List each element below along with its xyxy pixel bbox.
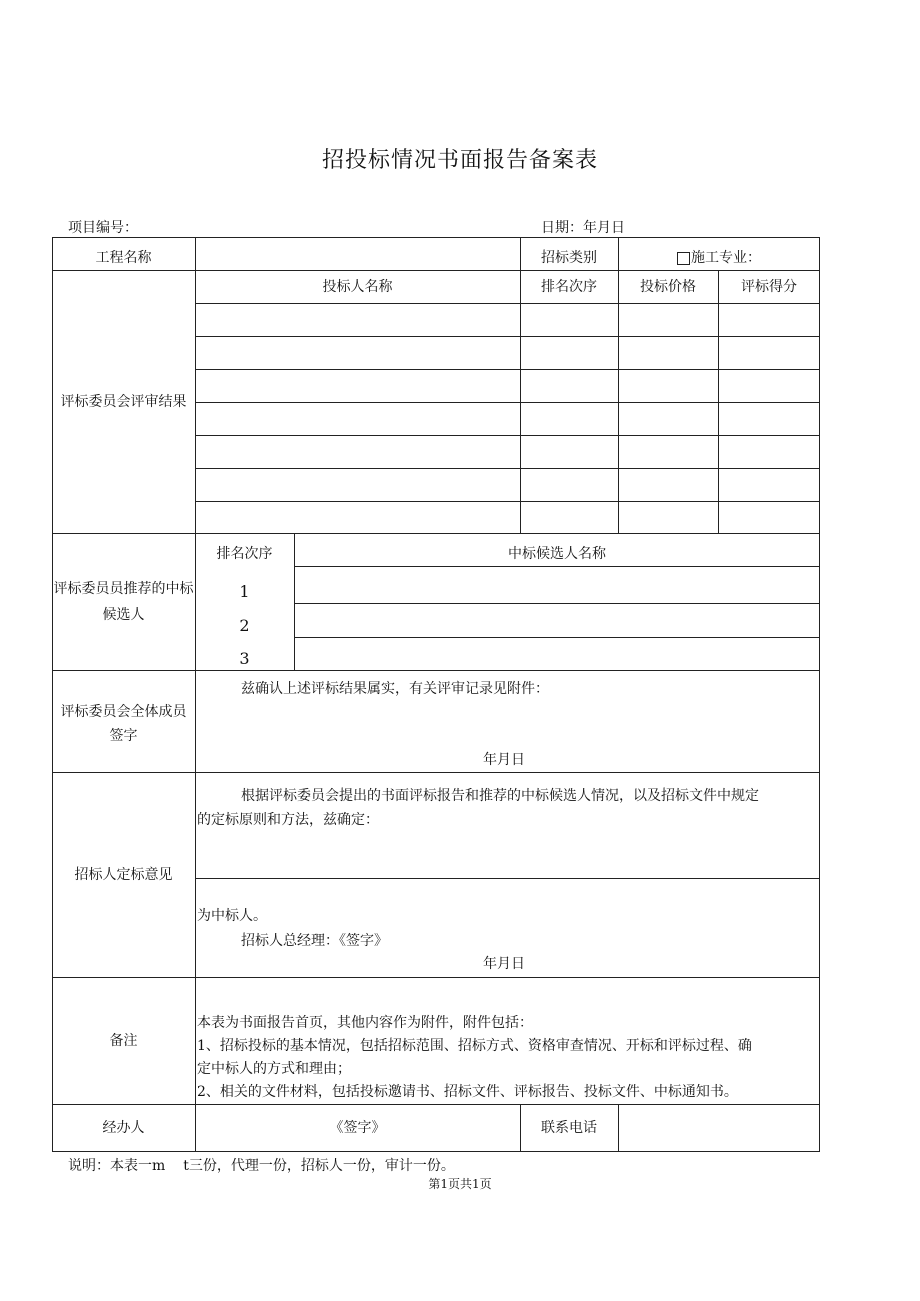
col-candidate-ranking: 排名次序: [216, 546, 273, 562]
phone-value[interactable]: [618, 1105, 820, 1151]
remarks-line4: 2、相关的文件材料，包括投标邀请书、招标文件、评标报告、投标文件、中标通知书。: [197, 1084, 738, 1100]
checkbox-icon[interactable]: [677, 252, 690, 265]
grid-line: [294, 566, 820, 567]
row-divider: [52, 670, 820, 671]
candidate-rank-2: 2: [239, 616, 250, 635]
project-number-label: 项目编号：: [68, 220, 138, 236]
footer-note-part2: t三份，代理一份，招标人一份，审计一份。: [183, 1158, 455, 1174]
candidates-label-line1: 评标委员员推荐的中标: [53, 581, 194, 597]
page-title: 招投标情况书面报告备案表: [321, 148, 598, 173]
remarks-line1: 本表为书面报告首页，其他内容作为附件，附件包括：: [197, 1015, 533, 1031]
grid-line: [195, 501, 820, 502]
bid-category-label: 招标类别: [541, 250, 597, 266]
construction-category-option[interactable]: [618, 245, 820, 271]
filing-form-table: [52, 237, 820, 1152]
review-result-label: 评标委员会评审结果: [60, 394, 187, 410]
table-border-bottom: [52, 1151, 820, 1152]
col-bidder-name: 投标人名称: [322, 279, 393, 295]
project-name-label: 工程名称: [95, 250, 152, 266]
grid-line: [294, 603, 820, 604]
candidates-label-line2: 候选人: [102, 607, 145, 623]
remarks-line3: 定中标人的方式和理由；: [197, 1061, 351, 1077]
manager-signature: 招标人总经理：《签字》: [241, 933, 388, 949]
construction-category-text: 施工专业：: [691, 250, 761, 266]
grid-line: [195, 468, 820, 469]
grid-line: [195, 402, 820, 403]
page-number: 第1页共1页: [428, 1177, 492, 1191]
winner-text: 为中标人。: [197, 908, 267, 924]
handler-label: 经办人: [102, 1120, 145, 1136]
decision-paragraph-line2: 的定标原则和方法，兹确定：: [197, 812, 379, 828]
grid-line: [294, 637, 820, 638]
candidate-rank-1: 1: [239, 582, 250, 601]
table-border-top: [52, 237, 820, 238]
signature-date: 年月日: [483, 752, 525, 768]
col-ranking: 排名次序: [541, 279, 597, 295]
date-label: 日期：年月日: [541, 220, 625, 236]
col-candidate-name: 中标候选人名称: [508, 546, 606, 562]
phone-label: 联系电话: [541, 1120, 597, 1136]
signature-label-line2: 签字: [109, 728, 138, 744]
grid-line: [195, 369, 820, 370]
row-divider: [52, 533, 820, 534]
decision-label: 招标人定标意见: [74, 867, 173, 883]
candidate-rank-3: 3: [239, 649, 250, 668]
footer-note-part1: 说明：本表一m: [68, 1158, 166, 1174]
handler-signature: 《签字》: [329, 1120, 386, 1136]
col-score: 评标得分: [741, 279, 797, 295]
grid-line: [195, 303, 820, 304]
footer-note: [68, 1155, 455, 1175]
grid-line: [195, 435, 820, 436]
grid-line: [195, 336, 820, 337]
decision-paragraph-line1: 根据评标委员会提出的书面评标报告和推荐的中标候选人情况，以及招标文件中规定: [241, 788, 759, 804]
remarks-label: 备注: [109, 1033, 138, 1049]
label-column-divider: [195, 237, 196, 1152]
col-bid-price: 投标价格: [640, 279, 696, 295]
remarks-line2: 1、招标投标的基本情况，包括招标范围、招标方式、资格审查情况、开标和评标过程、确: [197, 1038, 752, 1054]
signature-label-line1: 评标委员会全体成员: [60, 704, 187, 720]
decision-date: 年月日: [483, 956, 525, 972]
table-border-right: [819, 237, 820, 1152]
grid-line: [195, 878, 820, 879]
confirmation-statement: 兹确认上述评标结果属实，有关评审记录见附件：: [241, 681, 549, 697]
